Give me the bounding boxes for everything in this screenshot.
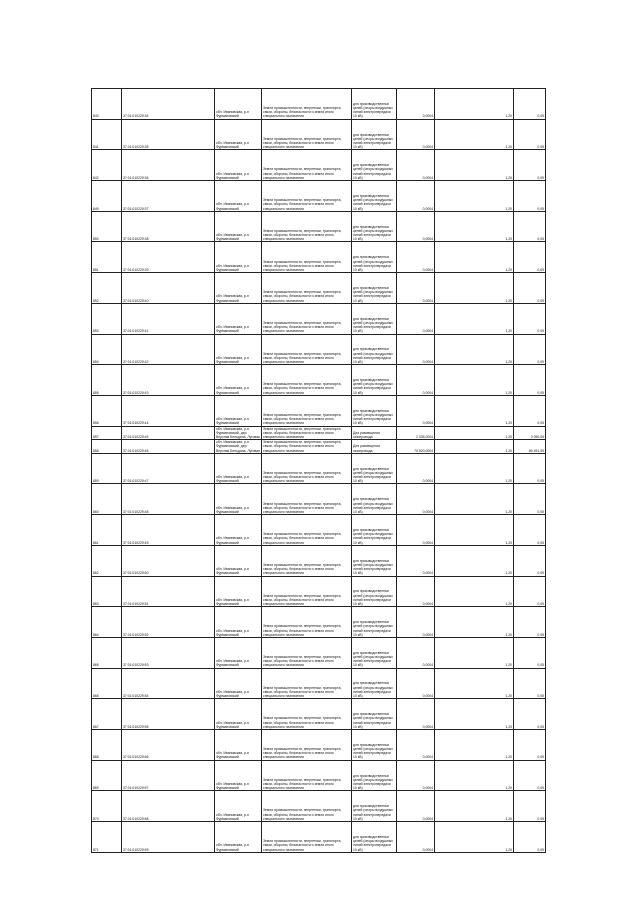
address-cell: обл. Ивановская, р-н Фурмановский xyxy=(215,576,262,607)
cadastral-number-cell: 37:01:010229:53 xyxy=(122,637,215,668)
row-number-cell: 870 xyxy=(92,791,122,822)
row-number-cell: 840 xyxy=(92,89,122,120)
permitted-use-cell: для производственных целей (опоры воздушных линий электропередачи 10 кВ) xyxy=(352,334,397,365)
land-category-cell: Земли промышленности, энергетики, транспорта, связи, обороны, безопасности и земли иного специального назначения xyxy=(262,150,352,181)
table-row xyxy=(92,365,546,396)
row-number-cell: 856 xyxy=(92,395,122,426)
coefficient-cell: 1,20 xyxy=(435,242,514,273)
permitted-use-cell: для производственных целей (опоры воздушных линий электропередачи 10 кВ) xyxy=(352,303,397,334)
permitted-use-cell: для производственных целей (опоры воздушных линий электропередачи 10 кВ) xyxy=(352,699,397,730)
area-cell: 2 035,0004 xyxy=(397,426,435,440)
row-number-cell: 866 xyxy=(92,668,122,699)
area-cell: 0,0004 xyxy=(397,576,435,607)
coefficient-cell: 1,20 xyxy=(435,607,514,638)
cadastral-number-cell: 37:01:010229:41 xyxy=(122,303,215,334)
permitted-use-cell: для производственных целей (опоры воздушных линий электропередачи 10 кВ) xyxy=(352,607,397,638)
permitted-use-cell: Для размещения газопровода xyxy=(352,440,397,454)
permitted-use-cell: для производственных целей (опоры воздушных линий электропередачи 10 кВ) xyxy=(352,453,397,484)
permitted-use-cell: для производственных целей (опоры воздушных линий электропередачи 10 кВ) xyxy=(352,637,397,668)
address-cell: обл. Ивановская, р-н Фурмановский xyxy=(215,453,262,484)
total-cell: 0,05 xyxy=(514,242,546,273)
address-cell: обл. Ивановская, р-н Фурмановский xyxy=(215,822,262,853)
permitted-use-cell: для производственных целей (опоры воздушных линий электропередачи 10 кВ) xyxy=(352,576,397,607)
cadastral-number-cell: 37:01:010229:56 xyxy=(122,729,215,760)
area-cell: 0,0004 xyxy=(397,791,435,822)
table-row xyxy=(92,440,546,454)
row-number-cell: 867 xyxy=(92,699,122,730)
area-cell: 70 520,0004 xyxy=(397,440,435,454)
coefficient-cell: 1,20 xyxy=(435,760,514,791)
land-category-cell: Земли промышленности, энергетики, транспорта, связи, обороны, безопасности и земли иного специального назначения xyxy=(262,119,352,150)
total-cell: 0,05 xyxy=(514,545,546,576)
coefficient-cell: 1,20 xyxy=(435,515,514,546)
address-cell: обл. Ивановская, р-н Фурмановский xyxy=(215,637,262,668)
land-category-cell: Земли промышленности, энергетики, транспорта, связи, обороны, безопасности и земли иного специального назначения xyxy=(262,426,352,440)
cadastral-number-cell: 37:01:010229:42 xyxy=(122,334,215,365)
row-number-cell: 850 xyxy=(92,211,122,242)
total-cell: 0,05 xyxy=(514,303,546,334)
address-cell: обл. Ивановская, р-н Фурмановский xyxy=(215,668,262,699)
total-cell: 0,05 xyxy=(514,395,546,426)
coefficient-cell: 1,20 xyxy=(435,211,514,242)
area-cell: 0,0004 xyxy=(397,699,435,730)
row-number-cell: 862 xyxy=(92,545,122,576)
cadastral-number-cell: 37:01:010229:38 xyxy=(122,211,215,242)
row-number-cell: 851 xyxy=(92,242,122,273)
table-row xyxy=(92,637,546,668)
land-category-cell: Земли промышленности, энергетики, транспорта, связи, обороны, безопасности и земли иного специального назначения xyxy=(262,791,352,822)
cadastral-number-cell: 37:01:010229:54 xyxy=(122,668,215,699)
table-body xyxy=(92,89,546,853)
address-cell: обл. Ивановская, р-н Фурмановский xyxy=(215,89,262,120)
total-cell: 0,05 xyxy=(514,150,546,181)
table-row xyxy=(92,181,546,212)
row-number-cell: 859 xyxy=(92,453,122,484)
total-cell: 0,05 xyxy=(514,211,546,242)
table-row xyxy=(92,303,546,334)
total-cell: 0,05 xyxy=(514,607,546,638)
coefficient-cell: 1,20 xyxy=(435,181,514,212)
land-category-cell: Земли промышленности, энергетики, транспорта, связи, обороны, безопасности и земли иного специального назначения xyxy=(262,453,352,484)
land-category-cell: Земли промышленности, энергетики, транспорта, связи, обороны, безопасности и земли иного специального назначения xyxy=(262,395,352,426)
total-cell: 0,05 xyxy=(514,729,546,760)
land-category-cell: Земли промышленности, энергетики, транспорта, связи, обороны, безопасности и земли иного специального назначения xyxy=(262,273,352,304)
table-row xyxy=(92,791,546,822)
address-cell: обл. Ивановская, р-н Фурмановский xyxy=(215,303,262,334)
table-row xyxy=(92,699,546,730)
total-cell: 0,05 xyxy=(514,822,546,853)
land-category-cell: Земли промышленности, энергетики, транспорта, связи, обороны, безопасности и земли иного специального назначения xyxy=(262,760,352,791)
address-cell: обл. Ивановская, р-н Фурмановский xyxy=(215,334,262,365)
area-cell: 0,0004 xyxy=(397,484,435,515)
coefficient-cell: 1,20 xyxy=(435,440,514,454)
table-row xyxy=(92,334,546,365)
row-number-cell: 841 xyxy=(92,119,122,150)
coefficient-cell: 1,20 xyxy=(435,822,514,853)
table-row xyxy=(92,395,546,426)
coefficient-cell: 1,20 xyxy=(435,576,514,607)
total-cell: 0,05 xyxy=(514,181,546,212)
row-number-cell: 863 xyxy=(92,576,122,607)
address-cell: обл. Ивановская, р-н Фурмановский xyxy=(215,150,262,181)
land-category-cell: Земли промышленности, энергетики, транспорта, связи, обороны, безопасности и земли иного специального назначения xyxy=(262,89,352,120)
land-category-cell: Земли промышленности, энергетики, транспорта, связи, обороны, безопасности и земли иного специального назначения xyxy=(262,242,352,273)
area-cell: 0,0004 xyxy=(397,515,435,546)
land-category-cell: Земли промышленности, энергетики, транспорта, связи, обороны, безопасности и земли иного специального назначения xyxy=(262,637,352,668)
cadastral-number-cell: 37:01:010229:43 xyxy=(122,365,215,396)
address-cell: обл. Ивановская, р-н Фурмановский xyxy=(215,515,262,546)
area-cell: 0,0004 xyxy=(397,181,435,212)
address-cell: обл. Ивановская, р-н Фурмановский xyxy=(215,242,262,273)
cadastral-number-cell: 37:01:010229:48 xyxy=(122,484,215,515)
cadastral-number-cell: 37:01:010229:57 xyxy=(122,760,215,791)
cadastral-number-cell: 37:01:010229:51 xyxy=(122,576,215,607)
land-category-cell: Земли промышленности, энергетики, транспорта, связи, обороны, безопасности и земли иного специального назначения xyxy=(262,334,352,365)
land-category-cell: Земли промышленности, энергетики, транспорта, связи, обороны, безопасности и земли иного специального назначения xyxy=(262,668,352,699)
address-cell: обл. Ивановская, р-н Фурмановский, дер. Верхняя Бельдяна, Луговая xyxy=(216,440,260,453)
row-number-cell: 855 xyxy=(92,365,122,396)
address-cell: обл. Ивановская, р-н Фурмановский xyxy=(215,607,262,638)
coefficient-cell: 1,20 xyxy=(435,699,514,730)
table-row xyxy=(92,211,546,242)
address-cell: обл. Ивановская, р-н Фурмановский, дер. Верхняя Бельдяна, Луговая xyxy=(216,426,260,439)
table-row xyxy=(92,607,546,638)
area-cell: 0,0004 xyxy=(397,760,435,791)
cadastral-number-cell: 37:01:010229:47 xyxy=(122,453,215,484)
total-cell: 0,05 xyxy=(514,89,546,120)
row-number-cell: 852 xyxy=(92,273,122,304)
area-cell: 0,0004 xyxy=(397,729,435,760)
permitted-use-cell: для производственных целей (опоры воздушных линий электропередачи 10 кВ) xyxy=(352,119,397,150)
table-row xyxy=(92,484,546,515)
row-number-cell: 860 xyxy=(92,484,122,515)
area-cell: 0,0004 xyxy=(397,334,435,365)
area-cell: 0,0004 xyxy=(397,668,435,699)
address-cell: обл. Ивановская, р-н Фурмановский xyxy=(215,395,262,426)
row-number-cell: 868 xyxy=(92,729,122,760)
total-cell: 0,05 xyxy=(514,515,546,546)
permitted-use-cell: Для размещения газопровода xyxy=(352,426,397,440)
total-cell: 0,05 xyxy=(514,119,546,150)
land-category-cell: Земли промышленности, энергетики, транспорта, связи, обороны, безопасности и земли иного специального назначения xyxy=(262,607,352,638)
land-category-cell: Земли промышленности, энергетики, транспорта, связи, обороны, безопасности и земли иного специального назначения xyxy=(262,211,352,242)
cadastral-number-cell: 37:01:010229:39 xyxy=(122,242,215,273)
table-row xyxy=(92,242,546,273)
coefficient-cell: 1,20 xyxy=(435,334,514,365)
table-row xyxy=(92,668,546,699)
address-cell: обл. Ивановская, р-н Фурмановский xyxy=(215,365,262,396)
cadastral-number-cell: 37:01:010229:36 xyxy=(122,150,215,181)
total-cell: 0,05 xyxy=(514,334,546,365)
row-number-cell: 861 xyxy=(92,515,122,546)
cadastral-number-cell: 37:01:010229:49 xyxy=(122,515,215,546)
land-category-cell: Земли промышленности, энергетики, транспорта, связи, обороны, безопасности и земли иного специального назначения xyxy=(262,303,352,334)
cadastral-number-cell: 37:01:010229:46 xyxy=(122,440,215,454)
permitted-use-cell: для производственных целей (опоры воздушных линий электропередачи 10 кВ) xyxy=(352,515,397,546)
address-cell: обл. Ивановская, р-н Фурмановский xyxy=(215,699,262,730)
permitted-use-cell: для производственных целей (опоры воздушных линий электропередачи 10 кВ) xyxy=(352,545,397,576)
row-number-cell: 857 xyxy=(92,426,122,440)
land-category-cell: Земли промышленности, энергетики, транспорта, связи, обороны, безопасности и земли иного специального назначения xyxy=(262,484,352,515)
coefficient-cell: 1,20 xyxy=(435,89,514,120)
permitted-use-cell: для производственных целей (опоры воздушных линий электропередачи 10 кВ) xyxy=(352,89,397,120)
area-cell: 0,0004 xyxy=(397,453,435,484)
address-cell: обл. Ивановская, р-н Фурмановский xyxy=(215,211,262,242)
coefficient-cell: 1,20 xyxy=(435,395,514,426)
total-cell: 0,05 xyxy=(514,484,546,515)
address-cell: обл. Ивановская, р-н Фурмановский xyxy=(215,181,262,212)
coefficient-cell: 1,20 xyxy=(435,668,514,699)
coefficient-cell: 1,20 xyxy=(435,303,514,334)
coefficient-cell: 1,20 xyxy=(435,453,514,484)
address-cell: обл. Ивановская, р-н Фурмановский xyxy=(215,484,262,515)
area-cell: 0,0004 xyxy=(397,211,435,242)
area-cell: 0,0004 xyxy=(397,242,435,273)
land-parcels-table xyxy=(91,88,546,853)
cadastral-number-cell: 37:01:010229:45 xyxy=(122,426,215,440)
address-cell: обл. Ивановская, р-н Фурмановский xyxy=(215,545,262,576)
cadastral-number-cell: 37:01:010229:34 xyxy=(122,89,215,120)
land-category-cell: Земли промышленности, энергетики, транспорта, связи, обороны, безопасности и земли иного специального назначения xyxy=(262,729,352,760)
permitted-use-cell: для производственных целей (опоры воздушных линий электропередачи 10 кВ) xyxy=(352,181,397,212)
table-row xyxy=(92,729,546,760)
area-cell: 0,0004 xyxy=(397,822,435,853)
table-row xyxy=(92,273,546,304)
land-category-cell: Земли промышленности, энергетики, транспорта, связи, обороны, безопасности и земли иного специального назначения xyxy=(262,181,352,212)
total-cell: 0,05 xyxy=(514,637,546,668)
cadastral-number-cell: 37:01:010229:37 xyxy=(122,181,215,212)
permitted-use-cell: для производственных целей (опоры воздушных линий электропередачи 10 кВ) xyxy=(352,242,397,273)
row-number-cell: 871 xyxy=(92,822,122,853)
permitted-use-cell: для производственных целей (опоры воздушных линий электропередачи 10 кВ) xyxy=(352,760,397,791)
cadastral-number-cell: 37:01:010229:52 xyxy=(122,607,215,638)
address-cell: обл. Ивановская, р-н Фурмановский xyxy=(215,273,262,304)
coefficient-cell: 1,20 xyxy=(435,637,514,668)
cadastral-number-cell: 37:01:010229:40 xyxy=(122,273,215,304)
area-cell: 0,0004 xyxy=(397,150,435,181)
area-cell: 0,0004 xyxy=(397,89,435,120)
row-number-cell: 849 xyxy=(92,181,122,212)
coefficient-cell: 1,20 xyxy=(435,150,514,181)
land-category-cell: Земли промышленности, энергетики, транспорта, связи, обороны, безопасности и земли иного специального назначения xyxy=(262,576,352,607)
total-cell: 0,05 xyxy=(514,453,546,484)
total-cell: 0,05 xyxy=(514,668,546,699)
land-category-cell: Земли промышленности, энергетики, транспорта, связи, обороны, безопасности и земли иного специального назначения xyxy=(262,365,352,396)
permitted-use-cell: для производственных целей (опоры воздушных линий электропередачи 10 кВ) xyxy=(352,211,397,242)
area-cell: 0,0004 xyxy=(397,637,435,668)
coefficient-cell: 1,20 xyxy=(435,484,514,515)
table-row xyxy=(92,453,546,484)
total-cell: 0,05 xyxy=(514,791,546,822)
cadastral-number-cell: 37:01:010229:55 xyxy=(122,699,215,730)
total-cell: 0,05 xyxy=(514,273,546,304)
table-row xyxy=(92,545,546,576)
table-row xyxy=(92,150,546,181)
total-cell: 0,05 xyxy=(514,365,546,396)
row-number-cell: 853 xyxy=(92,303,122,334)
area-cell: 0,0004 xyxy=(397,303,435,334)
permitted-use-cell: для производственных целей (опоры воздушных линий электропередачи 10 кВ) xyxy=(352,484,397,515)
total-cell: 80 491,05 xyxy=(514,440,546,454)
table-row xyxy=(92,515,546,546)
area-cell: 0,0004 xyxy=(397,607,435,638)
cadastral-number-cell: 37:01:010229:58 xyxy=(122,791,215,822)
total-cell: 3 050,05 xyxy=(514,426,546,440)
coefficient-cell: 1,20 xyxy=(435,545,514,576)
row-number-cell: 858 xyxy=(92,440,122,454)
total-cell: 0,05 xyxy=(514,760,546,791)
cadastral-number-cell: 37:01:010229:50 xyxy=(122,545,215,576)
table-row xyxy=(92,426,546,440)
address-cell: обл. Ивановская, р-н Фурмановский xyxy=(215,791,262,822)
row-number-cell: 864 xyxy=(92,607,122,638)
table-row xyxy=(92,576,546,607)
permitted-use-cell: для производственных целей (опоры воздушных линий электропередачи 10 кВ) xyxy=(352,822,397,853)
land-category-cell: Земли промышленности, энергетики, транспорта, связи, обороны, безопасности и земли иного специального назначения xyxy=(262,545,352,576)
permitted-use-cell: для производственных целей (опоры воздушных линий электропередачи 10 кВ) xyxy=(352,729,397,760)
coefficient-cell: 1,20 xyxy=(435,791,514,822)
address-cell: обл. Ивановская, р-н Фурмановский xyxy=(215,760,262,791)
total-cell: 0,05 xyxy=(514,576,546,607)
area-cell: 0,0004 xyxy=(397,119,435,150)
table-row xyxy=(92,822,546,853)
coefficient-cell: 1,20 xyxy=(435,426,514,440)
table-row xyxy=(92,119,546,150)
table-row xyxy=(92,760,546,791)
address-cell: обл. Ивановская, р-н Фурмановский xyxy=(215,729,262,760)
coefficient-cell: 1,20 xyxy=(435,729,514,760)
area-cell: 0,0004 xyxy=(397,395,435,426)
permitted-use-cell: для производственных целей (опоры воздушных линий электропередачи 10 кВ) xyxy=(352,365,397,396)
area-cell: 0,0004 xyxy=(397,365,435,396)
row-number-cell: 854 xyxy=(92,334,122,365)
land-category-cell: Земли промышленности, энергетики, транспорта, связи, обороны, безопасности и земли иного специального назначения xyxy=(262,515,352,546)
table-row xyxy=(92,89,546,120)
coefficient-cell: 1,20 xyxy=(435,365,514,396)
permitted-use-cell: для производственных целей (опоры воздушных линий электропередачи 10 кВ) xyxy=(352,395,397,426)
row-number-cell: 842 xyxy=(92,150,122,181)
cadastral-number-cell: 37:01:010229:35 xyxy=(122,119,215,150)
land-category-cell: Земли промышленности, энергетики, транспорта, связи, обороны, безопасности и земли иного специального назначения xyxy=(262,699,352,730)
permitted-use-cell: для производственных целей (опоры воздушных линий электропередачи 10 кВ) xyxy=(352,273,397,304)
area-cell: 0,0004 xyxy=(397,273,435,304)
coefficient-cell: 1,20 xyxy=(435,119,514,150)
coefficient-cell: 1,20 xyxy=(435,273,514,304)
total-cell: 0,05 xyxy=(514,699,546,730)
address-cell: обл. Ивановская, р-н Фурмановский xyxy=(215,119,262,150)
land-category-cell: Земли промышленности, энергетики, транспорта, связи, обороны, безопасности и земли иного специального назначения xyxy=(262,822,352,853)
permitted-use-cell: для производственных целей (опоры воздушных линий электропередачи 10 кВ) xyxy=(352,150,397,181)
row-number-cell: 865 xyxy=(92,637,122,668)
row-number-cell: 869 xyxy=(92,760,122,791)
cadastral-number-cell: 37:01:010229:59 xyxy=(122,822,215,853)
area-cell: 0,0004 xyxy=(397,545,435,576)
permitted-use-cell: для производственных целей (опоры воздушных линий электропередачи 10 кВ) xyxy=(352,791,397,822)
cadastral-number-cell: 37:01:010229:44 xyxy=(122,395,215,426)
land-category-cell: Земли промышленности, энергетики, транспорта, связи, обороны, безопасности и земли иного специального назначения xyxy=(262,440,352,454)
permitted-use-cell: для производственных целей (опоры воздушных линий электропередачи 10 кВ) xyxy=(352,668,397,699)
